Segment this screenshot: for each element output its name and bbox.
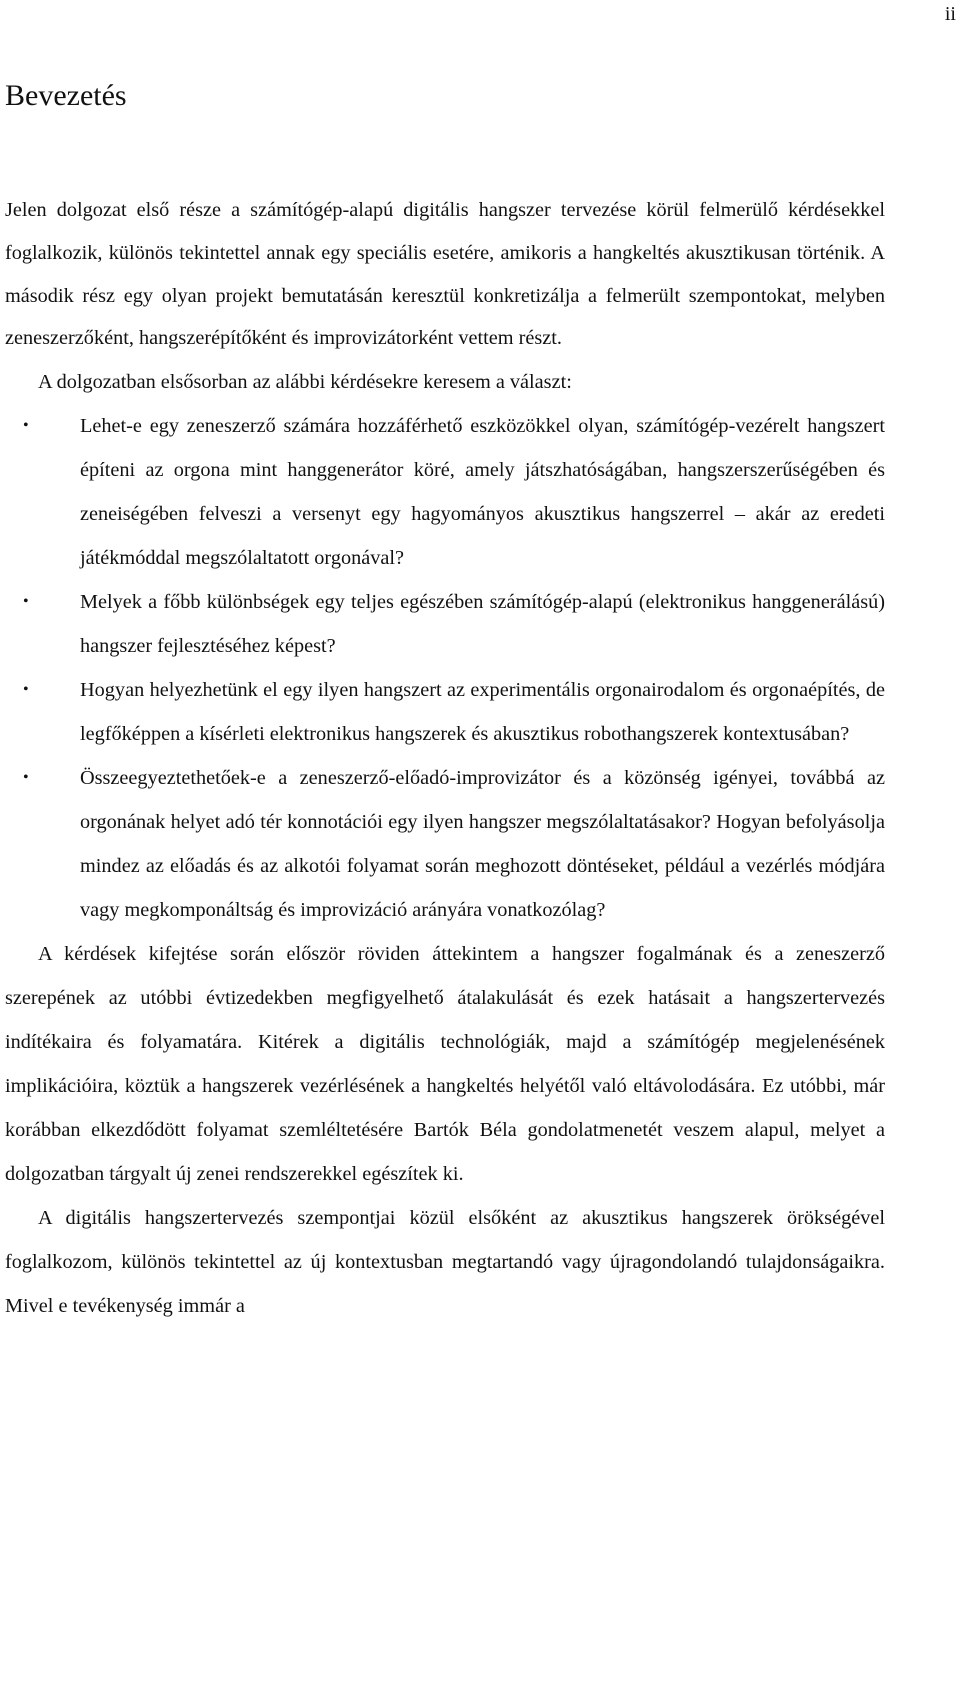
body-text <box>5 189 885 1328</box>
list-item <box>5 668 885 756</box>
paragraph-overview: A kérdések kifejtése során először röviden áttekintem a hangszer fogalmának és a zeneszerző szerepének az utóbbi évtizedekben megfigyelhető átalakulását és ezek hatásait a hangszertervezés indítékaira és folyamatára. Kitérek a digitális technológiák, majd a számítógép megjelenésének implikációira, köztük a hangszerek vezérlésének a hangkeltés helyétől való eltávolodására. Ez utóbbi, már korábban elkezdődött folyamat szemléltetésére Bartók Béla gondolatmenetét veszem alapul, melyet a dolgozatban tárgyalt új zenei rendszerekkel egészítek ki. <box>5 943 885 1186</box>
paragraph-digital: A digitális hangszertervezés szempontjai közül elsőként az akusztikus hangszerek örökségével foglalkozom, különös tekintettel az új kontextusban megtartandó vagy újragondolandó tulajdonságaikra. Mivel e tevékenység immár a <box>5 1207 885 1318</box>
bullet-icon: • <box>23 417 29 435</box>
paragraph-intro: Jelen dolgozat első része a számítógép-alapú digitális hangszer tervezése körül felmerülő kérdésekkel foglalkozik, különös tekintettel annak egy speciális esetére, amikoris a hangkeltés akusztikusan történik. A második rész egy olyan projekt bemutatásán keresztül konkretizálja a felmerült szempontokat, melyben zeneszerzőként, hangszerépítőként és improvizátorként vettem részt. <box>5 199 885 350</box>
question-text: Lehet-e egy zeneszerző számára hozzáférhető eszközökkel olyan, számítógép-vezérelt hangszert építeni az orgona mint hanggenerátor köré, amely játszhatóságában, hangszerszerűségében és zeneiségében felveszi a versenyt egy hagyományos akusztikus hangszerrel – akár az eredeti játékmóddal megszólaltatott orgonával? <box>80 415 885 570</box>
question-text: Összeegyeztethetőek-e a zeneszerző-előadó-improvizátor és a közönség igényei, továbbá az orgonának helyet adó tér konnotációi egy ilyen hangszer megszólaltatásakor? Hogyan befolyásolja mindez az előadás és az alkotói folyamat során meghozott döntéseket, például a vezérlés módjára vagy megkomponáltság és improvizáció arányára vonatkozólag? <box>80 767 885 922</box>
bullet-icon: • <box>23 681 29 699</box>
paragraph-questions-lead: A dolgozatban elsősorban az alábbi kérdésekre keresem a választ: <box>38 371 572 394</box>
question-text: Melyek a főbb különbségek egy teljes egészében számítógép-alapú (elektronikus hanggenerálású) hangszer fejlesztéséhez képest? <box>80 591 885 658</box>
list-item <box>5 404 885 580</box>
bullet-icon: • <box>23 593 29 611</box>
page-number: ii <box>944 3 956 25</box>
list-item <box>5 756 885 932</box>
bullet-icon: • <box>23 769 29 787</box>
question-list <box>5 404 885 932</box>
question-text: Hogyan helyezhetünk el egy ilyen hangszert az experimentális orgonairodalom és orgonaépítés, de legfőképpen a kísérleti elektronikus hangszerek és akusztikus robothangszerek kontextusában? <box>80 679 885 746</box>
list-item <box>5 580 885 668</box>
page-title: Bevezetés <box>5 79 127 112</box>
